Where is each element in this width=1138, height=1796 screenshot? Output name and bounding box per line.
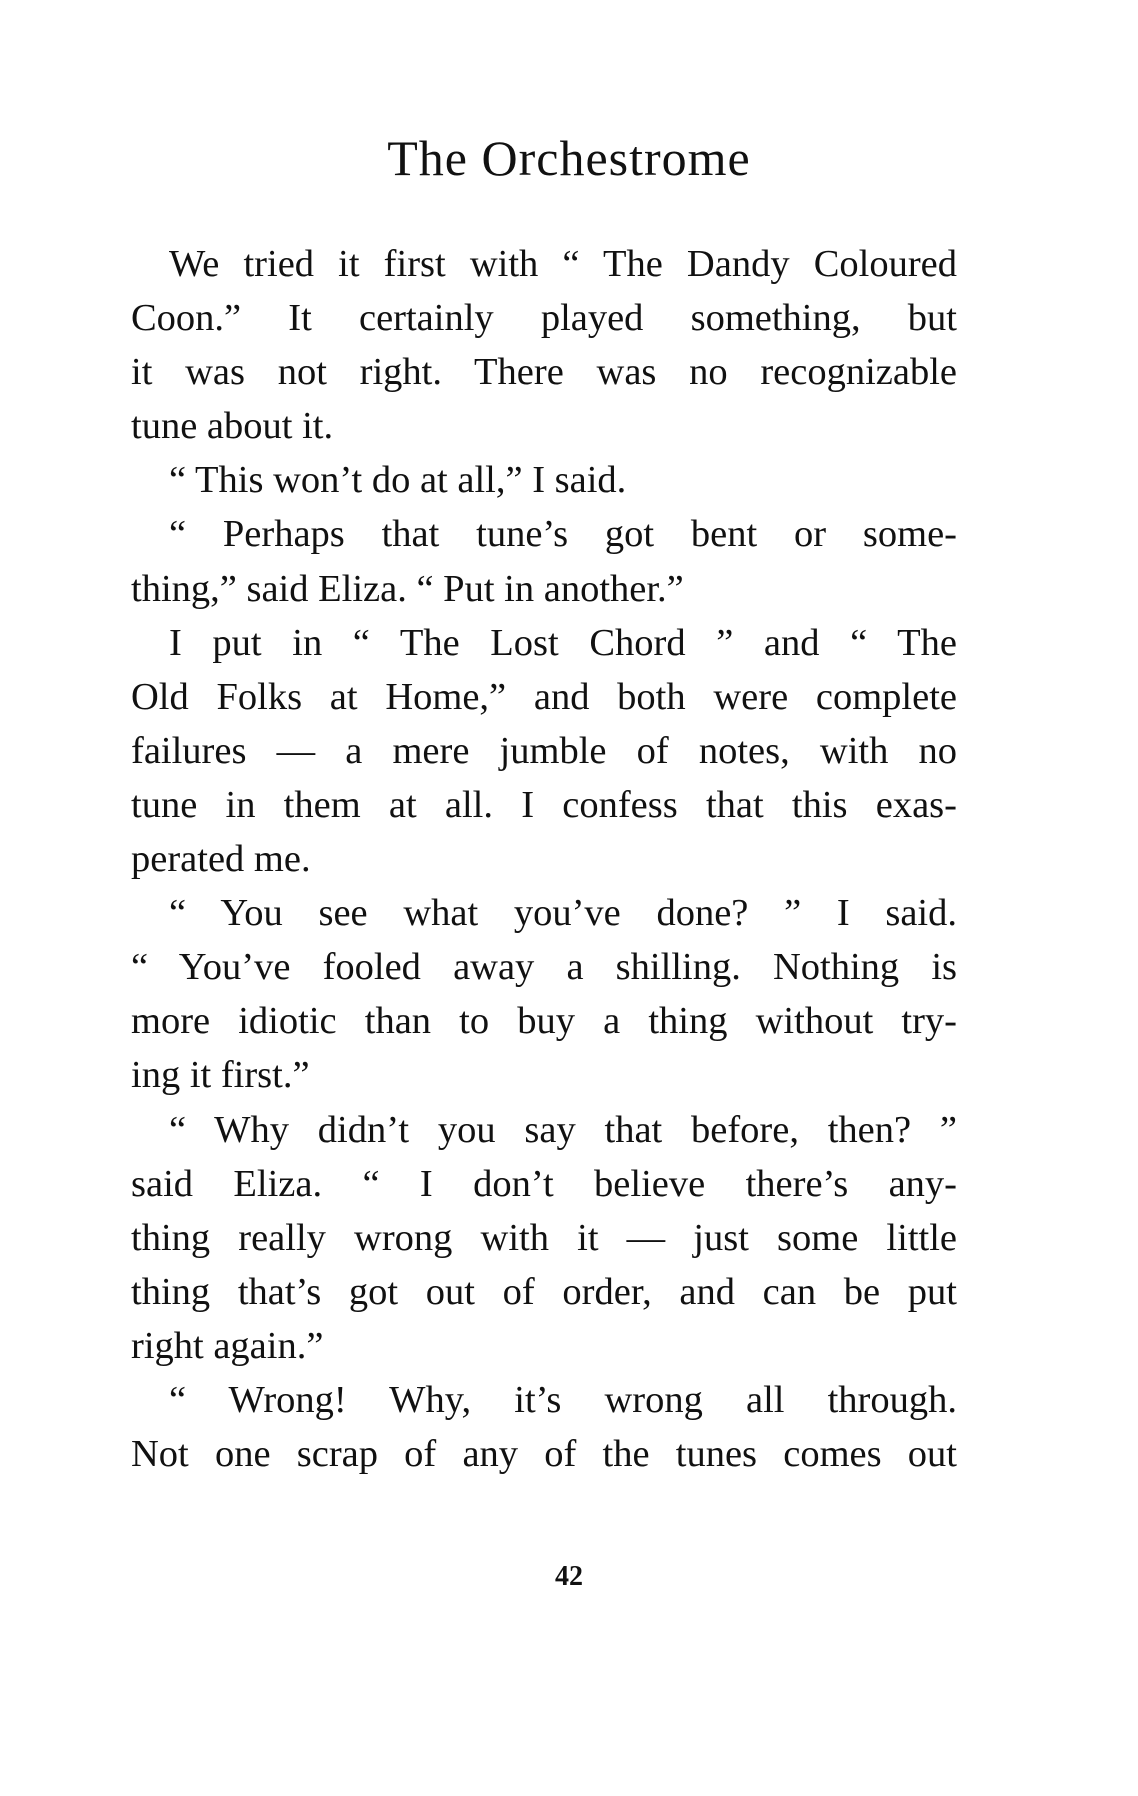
text-line: said Eliza. “ I don’t believe there’s any-: [131, 1162, 957, 1205]
text-line: perated me.: [131, 838, 311, 881]
text-line: We tried it first with “ The Dandy Coloured: [169, 243, 957, 285]
text-line: thing that’s got out of order, and can be put: [131, 1270, 957, 1313]
text-line: thing really wrong with it — just some little: [131, 1216, 957, 1259]
text-line: “ You see what you’ve done? ” I said.: [169, 892, 957, 935]
text-line: “ You’ve fooled away a shilling. Nothing is: [131, 946, 957, 989]
text-line: Old Folks at Home,” and both were complete: [131, 675, 957, 718]
body-text: [131, 237, 957, 1481]
text-line: I put in “ The Lost Chord ” and “ The: [169, 621, 957, 664]
text-line: “ Perhaps that tune’s got bent or some-: [169, 513, 957, 556]
text-line: ing it first.”: [131, 1054, 310, 1097]
text-line: thing,” said Eliza. “ Put in another.”: [131, 567, 684, 610]
text-line: right again.”: [131, 1324, 324, 1367]
text-line: “ Wrong! Why, it’s wrong all through.: [169, 1378, 957, 1421]
text-line: “ This won’t do at all,” I said.: [169, 459, 627, 502]
text-line: tune in them at all. I confess that this exas-: [131, 783, 957, 826]
text-line: Not one scrap of any of the tunes comes out: [131, 1433, 957, 1476]
running-title: The Orchestrome: [387, 130, 751, 186]
text-line: more idiotic than to buy a thing without try-: [131, 1000, 957, 1043]
text-line: Coon.” It certainly played something, but: [131, 297, 957, 340]
text-line: tune about it.: [131, 405, 334, 448]
page-number: 42: [555, 1561, 583, 1592]
text-line: failures — a mere jumble of notes, with no: [131, 729, 957, 772]
text-line: it was not right. There was no recognizable: [131, 351, 957, 394]
text-line: “ Why didn’t you say that before, then? ”: [169, 1108, 957, 1151]
